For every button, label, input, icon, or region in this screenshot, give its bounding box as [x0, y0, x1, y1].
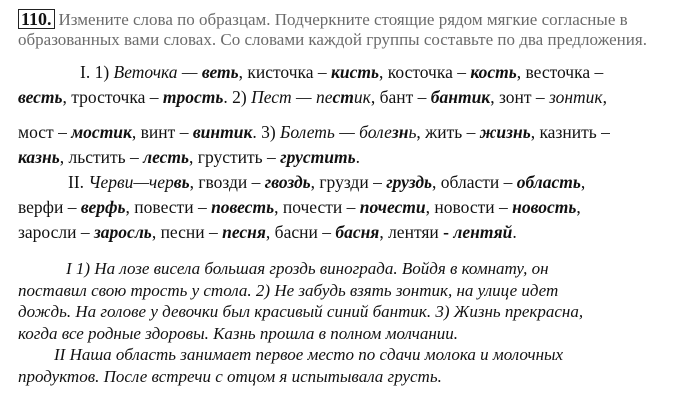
group2-label: II.: [68, 172, 85, 192]
pair-result: песня: [222, 222, 266, 242]
group1-sub2-label: 2): [232, 87, 247, 107]
task-instruction-text-2: образованных вами словах. Со словами каждой группы составьте по два предложения.: [18, 30, 647, 49]
pair-source: лентяи: [388, 222, 439, 242]
answer-line-6: верфи – верфь, повести – повесть, почести – почести, новости – новость,: [18, 197, 581, 217]
pair-source: косточка: [387, 62, 453, 82]
example-2-result-b: ст: [332, 87, 354, 107]
pair-source: песни: [160, 222, 205, 242]
pair-source: бант: [379, 87, 414, 107]
sentence-line-4: когда все родные здоровы. Казнь прошла в полном молчании.: [18, 323, 459, 343]
pair-source: льстить: [68, 147, 126, 167]
pair-source: жить: [425, 122, 463, 142]
task-instruction-text-1: Измените слова по образцам. Подчеркните стоящие рядом мягкие согласные в: [58, 10, 628, 29]
example-4-source: Черви—: [88, 172, 149, 192]
example-3-result-a: боле: [359, 122, 392, 142]
pair-source: верфи: [18, 197, 64, 217]
example-3-source: Болеть —: [280, 122, 360, 142]
pair-result: кисть: [331, 62, 380, 82]
sentences-block: [18, 258, 690, 387]
sentence-line-6: продуктов. После встречи с отцом я испытывала грусть.: [18, 366, 442, 386]
task-instruction-line-2: [18, 30, 688, 50]
example-4-result-b: вь: [173, 172, 190, 192]
example-4-result-a: чер: [148, 172, 174, 192]
pair-source: винт: [140, 122, 176, 142]
example-3-result-c: ь: [408, 122, 417, 142]
pair-result: мостик: [71, 122, 132, 142]
pair-result: кость: [470, 62, 517, 82]
pair-source: повести: [134, 197, 194, 217]
pair-result: новость: [512, 197, 577, 217]
pair-result: область: [516, 172, 581, 192]
answer-line-7: заросли – заросль, песни – песня, басни – басня, лентяи - лентяй.: [18, 222, 517, 242]
pair-source: кисточка: [247, 62, 314, 82]
pair-result: груздь: [386, 172, 432, 192]
answer-line-3: мост – мостик, винт – винтик. 3) Болеть — болезнь, жить – жизнь, казнить –: [18, 122, 610, 142]
pair-result: казнь: [18, 147, 60, 167]
sentence-line-2: поставил свою трость у стола. 2) Не забудь взять зонтик, на улице идет: [18, 280, 559, 300]
group1-label: I. 1): [80, 62, 110, 82]
pair-source: почести: [282, 197, 343, 217]
task-number: 110.: [18, 9, 55, 29]
pair-result: бантик: [430, 87, 491, 107]
pair-source: тросточка: [71, 87, 146, 107]
pair-source: весточка: [525, 62, 591, 82]
pair-source: басни: [274, 222, 318, 242]
pair-result: лесть: [143, 147, 190, 167]
answer-line-2: весть, тросточка – трость. 2) Пест — пестик, бант – бантик, зонт – зонтик,: [18, 87, 607, 107]
example-2-result-a: пе: [315, 87, 333, 107]
answer-block: [18, 60, 690, 245]
pair-source: грустить: [197, 147, 263, 167]
example-2-result-c: ик: [353, 87, 371, 107]
example-2-source: Пест —: [251, 87, 316, 107]
group1-sub3-label: 3): [261, 122, 276, 142]
pair-result: трость: [162, 87, 224, 107]
sentence-line-5: II Наша область занимает первое место по сдачи молока и молочных: [54, 345, 564, 364]
pair-result: винтик: [192, 122, 253, 142]
task-header: [18, 9, 688, 50]
pair-result: весть: [18, 87, 63, 107]
pair-result: повесть: [211, 197, 275, 217]
pair-source: новости: [434, 197, 495, 217]
pair-source: зонт: [498, 87, 532, 107]
sentence-line-1: I 1) На лозе висела большая гроздь винограда. Войдя в комнату, он: [66, 259, 549, 278]
example-1-result-b: ь: [230, 62, 239, 82]
pair-result: заросль: [93, 222, 152, 242]
pair-result: верфь: [80, 197, 126, 217]
example-3-result-b: зн: [391, 122, 409, 142]
pair-result: грустить: [280, 147, 356, 167]
sentence-line-3: дождь. На голове у девочки был красивый синий бантик. 3) Жизнь прекрасна,: [18, 302, 584, 321]
pair-result: гвоздь: [264, 172, 311, 192]
pair-source: грузди: [319, 172, 369, 192]
answer-line-1: I. 1) Веточка — веть, кисточка – кисть, косточка – кость, весточка –: [80, 62, 604, 82]
task-instruction-line-1: [18, 9, 688, 30]
pair-source: заросли: [18, 222, 77, 242]
example-1-result-a: вет: [201, 62, 231, 82]
example-1-source: Веточка —: [113, 62, 202, 82]
answer-line-4: казнь, льстить – лесть, грустить – грустить.: [18, 147, 360, 167]
pair-source: гвозди: [198, 172, 248, 192]
pair-result: зонтик: [549, 87, 603, 107]
pair-result: почести: [359, 197, 426, 217]
pair-source: мост: [18, 122, 54, 142]
pair-source: области: [440, 172, 500, 192]
pair-result: жизнь: [479, 122, 531, 142]
pair-source: казнить: [539, 122, 597, 142]
pair-result: басня: [335, 222, 380, 242]
answer-line-5: II. Черви—червь, гвозди – гвоздь, грузди – груздь, области – область,: [68, 172, 586, 192]
pair-result: лентяй: [453, 222, 513, 242]
